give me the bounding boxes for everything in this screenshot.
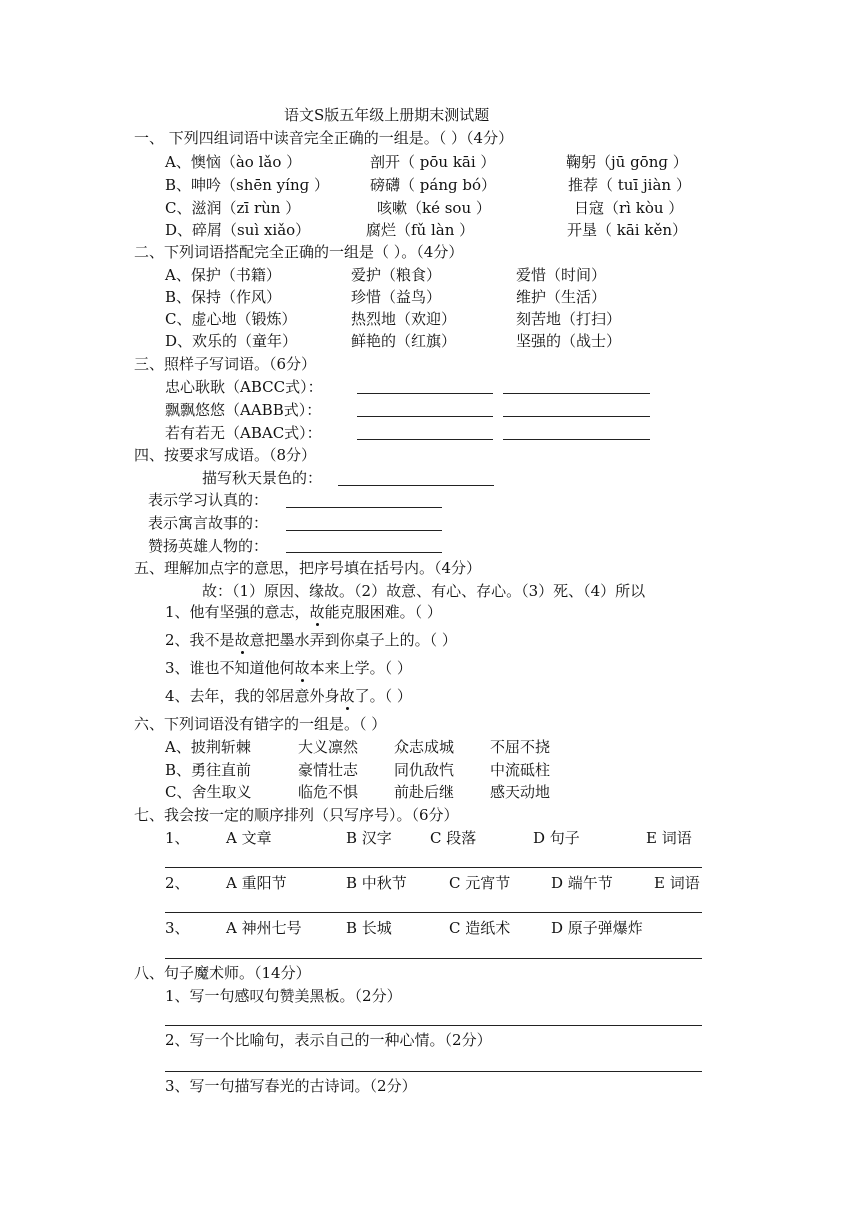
q1-option-b-1: B、呻吟（shēn yínɡ ） <box>165 176 329 194</box>
q7-row2-a: A 重阳节 <box>226 874 287 892</box>
q2-option-a-3: 爱惜（时间） <box>516 266 607 284</box>
q3-answer-line-2a[interactable] <box>357 416 493 417</box>
q6-option-c-4: 感天动地 <box>490 783 551 801</box>
q7-row2-e: E 词语 <box>654 874 700 892</box>
q4-prompt-study: 表示学习认真的： <box>148 491 269 509</box>
q7-row3-b: B 长城 <box>346 919 392 937</box>
q6-option-c-2: 临危不惧 <box>298 783 359 801</box>
dotted-char: 故 <box>339 687 355 705</box>
q6-option-a-3: 众志成城 <box>394 738 455 756</box>
q7-row3-d: D 原子弹爆炸 <box>551 919 643 937</box>
q1-heading: 一、 下列四组词语中读音完全正确的一组是。（ ）（4分） <box>134 129 514 147</box>
q3-answer-line-1b[interactable] <box>503 393 650 394</box>
q6-option-a-4: 不屈不挠 <box>490 738 551 756</box>
q7-row2-d: D 端午节 <box>551 874 613 892</box>
q8-item-1: 1、写一句感叹句赞美黑板。（2分） <box>165 987 402 1005</box>
q7-answer-line-1[interactable] <box>165 867 702 868</box>
q3-answer-line-3a[interactable] <box>357 439 493 440</box>
q5-item-3: 3、谁也不知道他何故本来上学。（ ） <box>165 659 412 677</box>
q7-row1-a: A 文章 <box>226 829 272 847</box>
q1-option-d-3: 开垦（ kāi kěn） <box>567 221 687 239</box>
q3-prompt-abcc: 忠心耿耿（ABCC式）： <box>165 378 323 396</box>
q6-option-a-1: A、披荆斩棘 <box>165 738 251 756</box>
q2-option-a-2: 爱护（粮食） <box>351 266 442 284</box>
q4-prompt-hero: 赞扬英雄人物的： <box>148 537 269 555</box>
q4-answer-line-3[interactable] <box>286 530 442 531</box>
q6-option-c-3: 前赴后继 <box>394 783 455 801</box>
q8-item-2: 2、写一个比喻句，表示自己的一种心情。（2分） <box>165 1031 492 1049</box>
q5-heading: 五、理解加点字的意思，把序号填在括号内。（4分） <box>134 559 482 577</box>
q8-item-3: 3、写一句描写春光的古诗词。（2分） <box>165 1077 417 1095</box>
q3-prompt-abac: 若有若无（ABAC式）： <box>165 424 322 442</box>
q7-row1-d: D 句子 <box>533 829 580 847</box>
q3-answer-line-1a[interactable] <box>357 393 493 394</box>
q2-option-c-2: 热烈地（欢迎） <box>351 310 457 328</box>
q1-option-a-3: 鞠躬（jū gōnɡ ） <box>566 153 688 171</box>
q7-row3-a: A 神州七号 <box>226 919 302 937</box>
q6-option-b-3: 同仇敌忾 <box>394 761 455 779</box>
q6-heading: 六、下列词语没有错字的一组是。（ ） <box>134 715 387 733</box>
q7-answer-line-3[interactable] <box>165 958 702 959</box>
q7-row2-number: 2、 <box>165 874 190 892</box>
q7-row2-c: C 元宵节 <box>449 874 511 892</box>
q2-option-c-3: 刻苦地（打扫） <box>516 310 622 328</box>
q2-heading: 二、下列词语搭配完全正确的一组是（ ）。（4分） <box>134 243 464 261</box>
q4-heading: 四、按要求写成语。（8分） <box>134 446 317 464</box>
q8-answer-line-2[interactable] <box>165 1071 702 1072</box>
q1-option-b-2: 磅礴（ pánɡ bó） <box>370 176 496 194</box>
q6-option-b-4: 中流砥柱 <box>490 761 551 779</box>
q8-heading: 八、句子魔术师。（14分） <box>134 964 311 982</box>
q4-prompt-autumn: 描写秋天景色的： <box>202 469 323 487</box>
q5-item-4: 4、去年，我的邻居意外身故了。（ ） <box>165 687 412 705</box>
q2-option-d-3: 坚强的（战士） <box>516 332 622 350</box>
q2-option-b-2: 珍惜（益鸟） <box>351 288 442 306</box>
q2-option-b-3: 维护（生活） <box>516 288 607 306</box>
q1-option-d-2: 腐烂（fǔ làn ） <box>366 221 475 239</box>
q7-row1-c: C 段落 <box>430 829 477 847</box>
q7-row3-c: C 造纸术 <box>449 919 511 937</box>
q7-row1-number: 1、 <box>165 829 190 847</box>
q4-prompt-fable: 表示寓言故事的： <box>148 514 269 532</box>
q5-item-1: 1、他有坚强的意志，故能克服困难。（ ） <box>165 603 442 621</box>
q4-answer-line-1[interactable] <box>338 485 494 486</box>
q7-row3-number: 3、 <box>165 919 190 937</box>
q2-option-d-2: 鲜艳的（红旗） <box>351 332 457 350</box>
q3-heading: 三、照样子写词语。（6分） <box>134 355 317 373</box>
q7-answer-line-2[interactable] <box>165 912 702 913</box>
q5-meanings: 故：（1）原因、缘故。（2）故意、有心、存心。（3）死、（4）所以 <box>202 582 646 600</box>
q3-answer-line-3b[interactable] <box>503 439 650 440</box>
q3-answer-line-2b[interactable] <box>503 416 650 417</box>
dotted-char: 故 <box>309 603 325 621</box>
q7-row1-e: E 词语 <box>646 829 692 847</box>
q6-option-c-1: C、舍生取义 <box>165 783 252 801</box>
q1-option-c-1: C、滋润（zī rùn ） <box>165 199 301 217</box>
q6-option-a-2: 大义凛然 <box>298 738 359 756</box>
q7-row1-b: B 汉字 <box>346 829 392 847</box>
q2-option-c-1: C、虚心地（锻炼） <box>165 310 297 328</box>
q2-option-a-1: A、保护（书籍） <box>165 266 281 284</box>
q6-option-b-2: 豪情壮志 <box>298 761 359 779</box>
q2-option-d-1: D、欢乐的（童年） <box>165 332 298 350</box>
q1-option-c-2: 咳嗽（ké sou ） <box>377 199 491 217</box>
q4-answer-line-2[interactable] <box>286 507 442 508</box>
q5-item-2: 2、我不是故意把墨水弄到你桌子上的。（ ） <box>165 631 457 649</box>
page-title: 语文S版五年级上册期末测试题 <box>284 106 490 124</box>
q1-option-d-1: D、碎屑（suì xiǎo） <box>165 221 311 239</box>
q4-answer-line-4[interactable] <box>286 552 442 553</box>
q1-option-a-2: 剖开（ pōu kāi ） <box>370 153 496 171</box>
q1-option-b-3: 推荐（ tuī jiàn ） <box>568 176 691 194</box>
q1-option-a-1: A、懊恼（ào lǎo ） <box>165 153 302 171</box>
q7-heading: 七、我会按一定的顺序排列（只写序号）。（6分） <box>134 806 459 824</box>
dotted-char: 故 <box>294 659 310 677</box>
q2-option-b-1: B、保持（作风） <box>165 288 282 306</box>
q3-prompt-aabb: 飘飘悠悠（AABB式）： <box>165 401 322 419</box>
q7-row2-b: B 中秋节 <box>346 874 407 892</box>
q1-option-c-3: 日寇（rì kòu ） <box>574 199 684 217</box>
q8-answer-line-1[interactable] <box>165 1025 702 1026</box>
dotted-char: 故 <box>234 631 250 649</box>
q6-option-b-1: B、勇往直前 <box>165 761 252 779</box>
